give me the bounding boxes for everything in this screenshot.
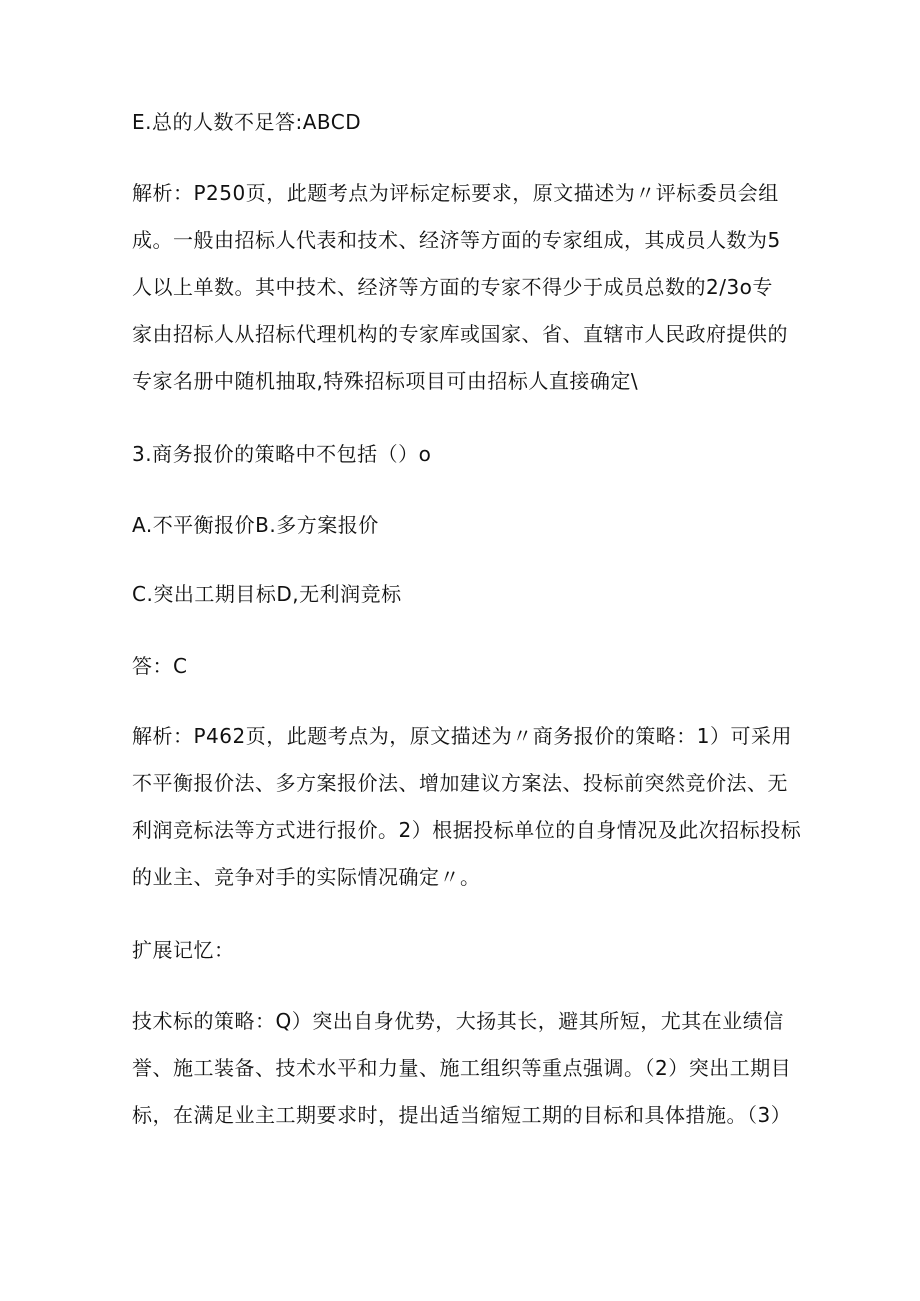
analysis-paragraph-2 [132,713,802,901]
options-c-d [132,571,797,618]
technical-strategy-line-3: 标，在满足业主工期要求时，提出适当缩短工期的目标和具体措施。（3） [132,1103,792,1127]
analysis-1-line-2: 成。一般由招标人代表和技术、经济等方面的专家组成，其成员人数为5 [132,228,781,252]
options-a-b-text: A.不平衡报价B.多方案报价 [132,513,379,537]
option-e-text: E.总的人数不足答:ABCD [132,110,362,134]
option-e-answer-line [132,99,797,146]
options-c-d-text: C.突出工期目标D,无利润竞标 [132,582,402,606]
analysis-paragraph-1 [132,170,797,405]
extended-memory-text: 扩展记忆： [132,938,235,962]
options-a-b [132,502,797,549]
answer-line [132,643,797,690]
analysis-1-line-1: 解析：P250页，此题考点为评标定标要求，原文描述为〃评标委员会组 [132,181,779,205]
technical-strategy-line-1: 技术标的策略：Q）突出自身优势，大扬其长，避其所短，尤其在业绩信 [132,1009,784,1033]
analysis-2-line-2: 不平衡报价法、多方案报价法、增加建议方案法、投标前突然竞价法、无 [132,771,788,795]
analysis-1-line-3: 人以上单数。其中技术、经济等方面的专家不得少于成员总数的2/3o专 [132,275,773,299]
extended-memory-heading [132,927,797,974]
analysis-2-line-1: 解析：P462页，此题考点为，原文描述为〃商务报价的策略：1）可采用 [132,724,792,748]
analysis-2-line-4: 的业主、竞争对手的实际情况确定〃。 [132,865,481,889]
question-3 [132,431,797,478]
technical-strategy-line-2: 誉、施工装备、技术水平和力量、施工组织等重点强调。（2）突出工期目 [132,1056,792,1080]
technical-strategy-paragraph [132,998,797,1139]
question-3-text: 3.商务报价的策略中不包括（）o [132,442,432,466]
analysis-1-line-5: 专家名册中随机抽取,特殊招标项目可由招标人直接确定\ [132,369,639,393]
answer-text: 答：C [132,654,188,678]
analysis-2-line-3: 利润竞标法等方式进行报价。2）根据投标单位的自身情况及此次招标投标 [132,818,802,842]
analysis-1-line-4: 家由招标人从招标代理机构的专家库或国家、省、直辖市人民政府提供的 [132,322,788,346]
